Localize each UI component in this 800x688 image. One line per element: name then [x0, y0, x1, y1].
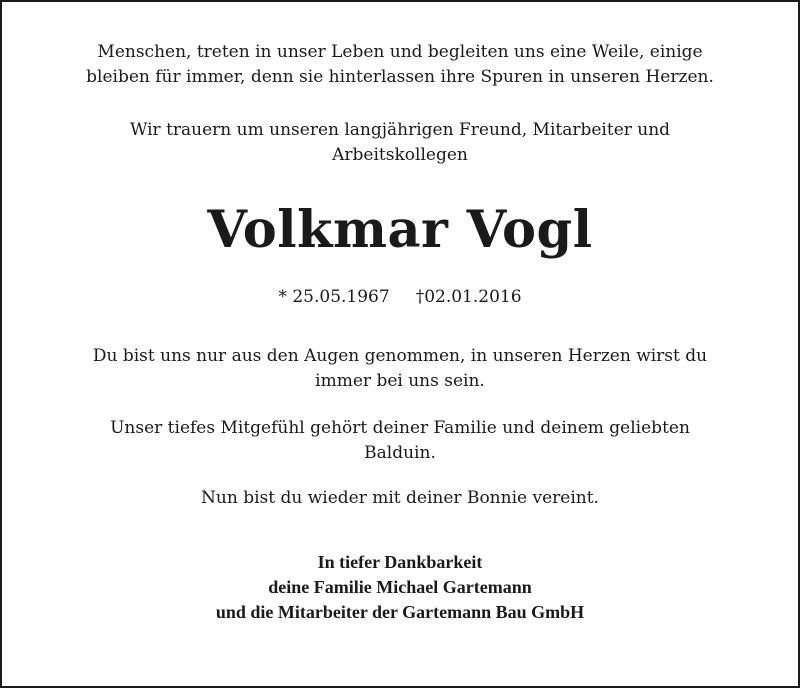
intro-quote: [2, 40, 798, 90]
life-dates: [2, 285, 798, 310]
intro-line-1: Menschen, treten in unser Leben und begleiten uns eine Weile, einige: [97, 42, 703, 62]
sympathy-line-2: Balduin.: [364, 443, 436, 463]
reunion-line: Nun bist du wieder mit deiner Bonnie vereint.: [201, 488, 599, 508]
reunion-message: [2, 486, 798, 511]
signature-line-3: und die Mitarbeiter der Gartemann Bau GmbH: [215, 602, 585, 622]
death-date: †02.01.2016: [415, 287, 522, 307]
signature-block: [2, 550, 798, 625]
mourning-line-2: Arbeitskollegen: [332, 145, 468, 165]
deceased-name: Volkmar Vogl: [207, 200, 593, 260]
birth-date: * 25.05.1967: [278, 287, 390, 307]
mourning-statement: [2, 118, 798, 168]
remembrance-message: [2, 344, 798, 394]
remembrance-line-2: immer bei uns sein.: [315, 371, 485, 391]
remembrance-line-1: Du bist uns nur aus den Augen genommen, in unseren Herzen wirst du: [92, 346, 708, 366]
signature-line-2: deine Familie Michael Gartemann: [268, 577, 532, 597]
signature-line-1: In tiefer Dankbarkeit: [317, 552, 483, 572]
intro-line-2: bleiben für immer, denn sie hinterlassen ihre Spuren in unseren Herzen.: [86, 67, 714, 87]
mourning-line-1: Wir trauern um unseren langjährigen Freund, Mitarbeiter und: [129, 120, 671, 140]
sympathy-line-1: Unser tiefes Mitgefühl gehört deiner Familie und deinem geliebten: [110, 418, 690, 438]
sympathy-message: [2, 416, 798, 466]
